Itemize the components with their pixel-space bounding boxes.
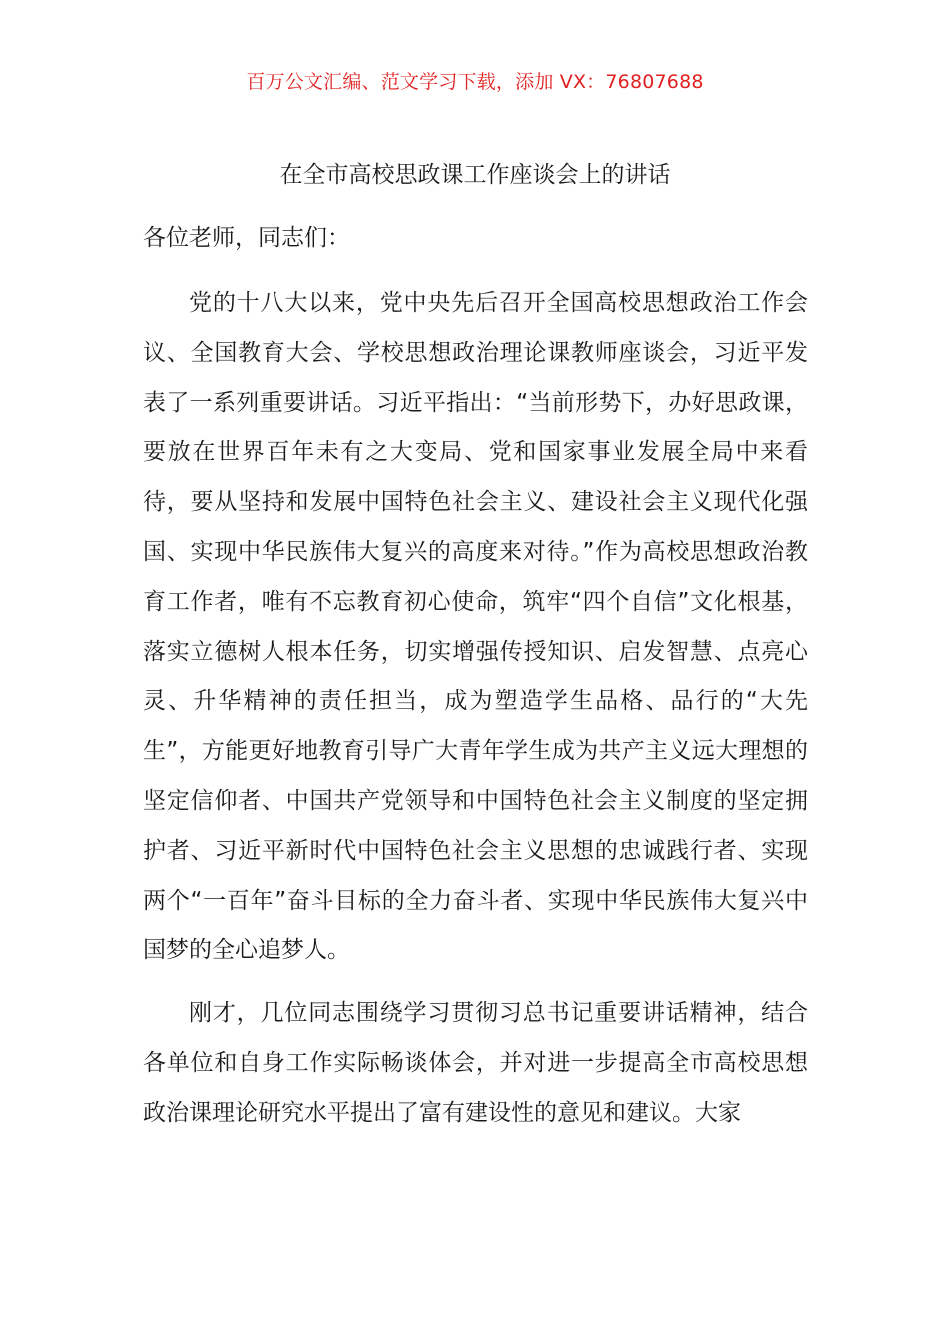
document-body [143,218,808,1152]
document-title: 在全市高校思政课工作座谈会上的讲话 [279,162,671,188]
header-watermark-note: 百万公文汇编、范文学习下载，添加 VX：76807688 [246,71,704,93]
salutation: 各位老师，同志们： [143,225,350,251]
paragraph-1: 党的十八大以来，党中央先后召开全国高校思想政治工作会议、全国教育大会、学校思想政治理论课教师座谈会，习近平发表了一系列重要讲话。习近平指出：“当前形势下，办好思政课，要放在世界百年未有之大变局、党和国家事业发展全局中来看待，要从坚持和发展中国特色社会主义、建设社会主义现代化强国、实现中华民族伟大复兴的高度来对待。”作为高校思想政治教育工作者，唯有不忘教育初心使命，筑牢“四个自信”文化根基，落实立德树人根本任务，切实增强传授知识、启发智慧、点亮心灵、升华精神的责任担当，成为塑造学生品格、品行的“大先生”，方能更好地教育引导广大青年学生成为共产主义远大理想的坚定信仰者、中国共产党领导和中国特色社会主义制度的坚定拥护者、习近平新时代中国特色社会主义思想的忠诚践行者、实现两个“一百年”奋斗目标的全力奋斗者、实现中华民族伟大复兴中国梦的全心追梦人。 [143,290,808,964]
paragraph-2: 刚才，几位同志围绕学习贯彻习总书记重要讲话精神，结合各单位和自身工作实际畅谈体会，并对进一步提高全市高校思想政治课理论研究水平提出了富有建设性的意见和建议。大家 [143,1000,808,1126]
